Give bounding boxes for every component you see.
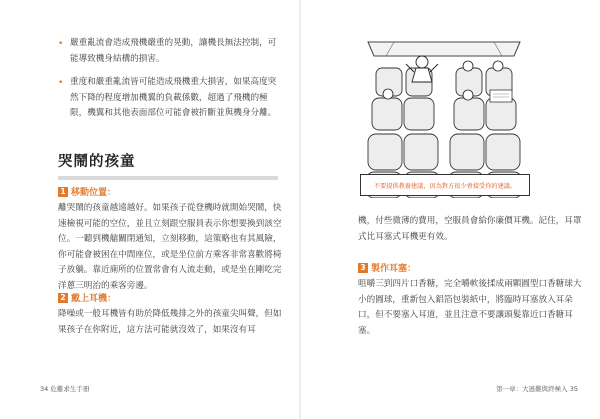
item-heading-text: 製作耳塞: [371, 264, 408, 274]
item-2-heading: 2 戴上耳機：: [58, 292, 116, 306]
item-number-badge: 3: [358, 263, 368, 273]
item-2-body: 降噪或一般耳機皆有助於降低幾排之外的孩童尖叫聲，但如果孩子在你附近，這方法可能就沒效了，如果沒有耳: [58, 309, 282, 335]
item-number-badge: 1: [58, 187, 68, 197]
item-1-body: 離哭鬧的孩童越遠越好。如果孩子從登機時就開始哭鬧，快速檢視可能的空位，並且立刻跟空服員表示你想要換到該空位。一聽到機艙關閉通知，立刻移動，這策略也有其風險，你可能會被困在中間座位，或是坐位前方乘客非常喜歡將椅子放躺。靠近廁所的位置常會有人流走動，或是坐在剛吃完洋蔥三明治的乘客旁邊。: [58, 203, 282, 291]
caption-box: [360, 174, 530, 196]
left-footer: 34 危難求生手冊: [40, 385, 90, 393]
illustration-caption: 不要提供教養建議，因為對方很少會接受你的建議。: [373, 183, 517, 190]
right-page: [300, 0, 600, 419]
bullet-text-1: 嚴重亂流會造成飛機嚴重的晃動，讓機長無法控制，可能導致機身結構的損害。: [70, 38, 277, 64]
bullet-marker: •: [58, 78, 64, 88]
item-heading-text: 戴上耳機: [71, 294, 108, 304]
item-3-body: 咀嚼三到四片口香糖，完全嚼軟後揉成兩顆圓型口香糖球大小的圓球，重新包入鋁箔包裝紙中，將臨時耳塞放入耳朵口，但不要塞入耳道，並且注意不要讓頭髮靠近口香糖耳塞。: [358, 279, 582, 336]
bullet-text-2: 重度和嚴重亂流皆可能造成飛機重大損害，如果高度突然下降的程度增加機翼的負載係數，超過了飛機的極限，機翼和其他表面部位可能會被折斷並與機身分離。: [70, 77, 277, 118]
item-heading-text: 移動位置: [71, 188, 108, 198]
right-footer: 第一章：大逃難與終極入 35: [496, 385, 578, 393]
section-divider: [58, 176, 278, 180]
continuation-text: 機，付些微薄的費用，空服員會給你廉價耳機。記住，耳罩式比耳塞式耳機更有效。: [358, 216, 582, 242]
bullet-marker: •: [58, 39, 64, 49]
item-1-heading: 1 移動位置：: [58, 186, 116, 200]
item-number-badge: 2: [58, 293, 68, 303]
item-3-heading: 3 製作耳塞：: [358, 262, 416, 276]
section-title: 哭鬧的孩童: [58, 154, 136, 170]
